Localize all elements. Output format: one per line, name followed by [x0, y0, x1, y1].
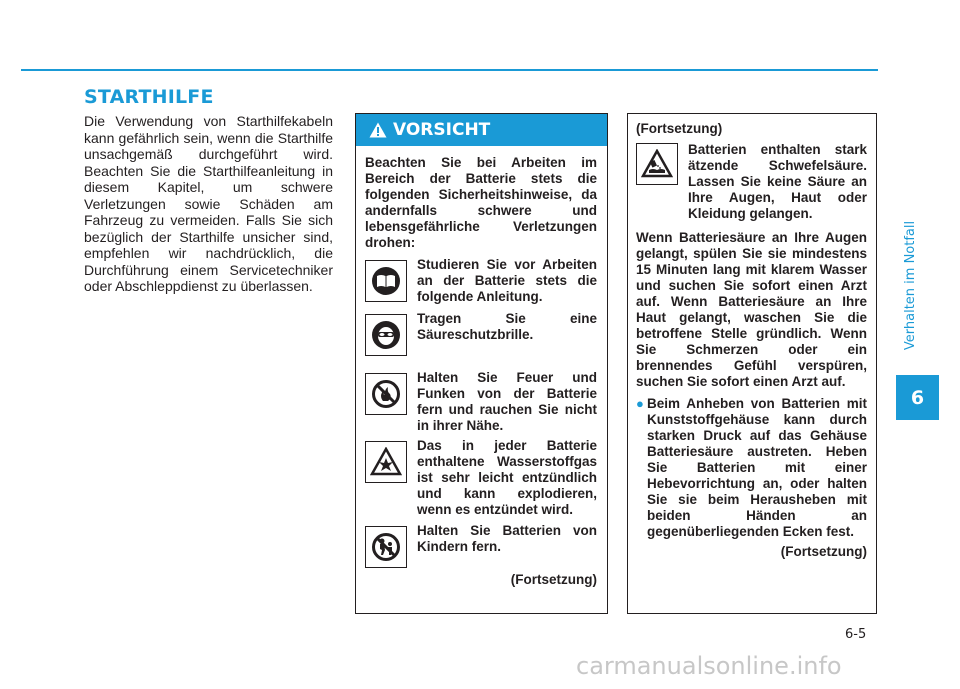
caution-item-text: Studieren Sie vor Arbeiten an der Batterie stets die folgende Anleitung.	[417, 257, 597, 304]
caution-item-text: Halten Sie Feuer und Funken von der Batterie fern und rauchen Sie nicht in ihrer Nähe.	[417, 370, 597, 433]
bullet-icon: ●	[636, 396, 644, 411]
book-icon	[365, 260, 407, 302]
acid-warning	[636, 142, 867, 222]
caution-item	[365, 523, 597, 568]
chapter-side-label-text: Verhalten im Notfall	[903, 220, 919, 350]
caution-item	[365, 438, 597, 518]
watermark: carmanualsonline.info	[576, 652, 842, 680]
caution-item-text: Halten Sie Batterien von Kindern fern.	[417, 523, 597, 554]
caution-item	[365, 370, 597, 434]
bullet-text: Beim Anheben von Batterien mit Kunststoffgehäuse kann durch starken Druck auf das Gehäuse Batteriesäure austreten. Heben Sie Batterien mit einer Hebevorrichtung an, oder halten Sie sie beim Herausheben mit beiden Händen an gegenüberliegenden Ecken fest.	[647, 396, 867, 539]
list-item	[636, 396, 867, 540]
caution-title: VORSICHT	[393, 120, 491, 140]
explosion-icon	[365, 441, 407, 483]
keep-children-away-icon	[365, 526, 407, 568]
chapter-tab: 6	[896, 375, 939, 420]
caution-header	[356, 114, 607, 146]
warning-icon	[369, 122, 387, 138]
chapter-side-label	[896, 195, 926, 375]
acid-first-aid-paragraph: Wenn Batteriesäure an Ihre Augen gelangt, spülen Sie sie mindestens 15 Minuten lang mit klarem Wasser und suchen Sie sofort einen Arzt auf. Wenn Batteriesäure an Ihre Haut gelangt, waschen Sie die betroffene Stelle gründlich. Wenn Sie Schmerzen oder ein brennendes Gefühl verspüren, suchen Sie sofort einen Arzt auf.	[636, 230, 867, 389]
top-rule	[21, 69, 878, 71]
continued-label: (Fortsetzung)	[636, 121, 723, 136]
caution-item-text: Tragen Sie eine Säureschutzbrille.	[417, 311, 597, 342]
continued-box	[627, 113, 877, 614]
caution-lead: Beachten Sie bei Arbeiten im Bereich der Batterie stets die folgenden Sicherheitshinweise, da andernfalls schwere und lebensgefährliche Verletzungen drohen:	[365, 155, 597, 250]
no-fire-icon	[365, 373, 407, 415]
caution-item	[365, 257, 597, 305]
intro-paragraph: Die Verwendung von Starthilfekabeln kann gefährlich sein, wenn die Starthilfe unsachgemäß durchgeführt wird. Beachten Sie die Starthilfeanleitung in diesem Kapitel, um schwere Verletzungen sowie Schäden am Fahrzeug zu vermeiden. Falls Sie sich bezüglich der Starthilfe unsicher sind, empfehlen wir nachdrücklich, die Durchführung einem Servicetechniker oder Abschleppdienst zu überlassen.	[84, 113, 333, 294]
caution-item	[365, 311, 597, 356]
continued-label: (Fortsetzung)	[780, 544, 867, 559]
continued-label: (Fortsetzung)	[510, 572, 597, 587]
acid-warning-text: Batterien enthalten stark ätzende Schwefelsäure. Lassen Sie keine Säure an Ihre Augen, Haut oder Kleidung gelangen.	[688, 142, 867, 221]
corrosive-icon	[636, 143, 678, 185]
caution-item-text: Das in jeder Batterie enthaltene Wasserstoffgas ist sehr leicht entzündlich und kann explodieren, wenn es entzündet wird.	[417, 438, 597, 517]
goggles-icon	[365, 314, 407, 356]
caution-box	[355, 113, 608, 614]
section-title: STARTHILFE	[84, 86, 214, 108]
page-number: 6-5	[845, 627, 867, 642]
